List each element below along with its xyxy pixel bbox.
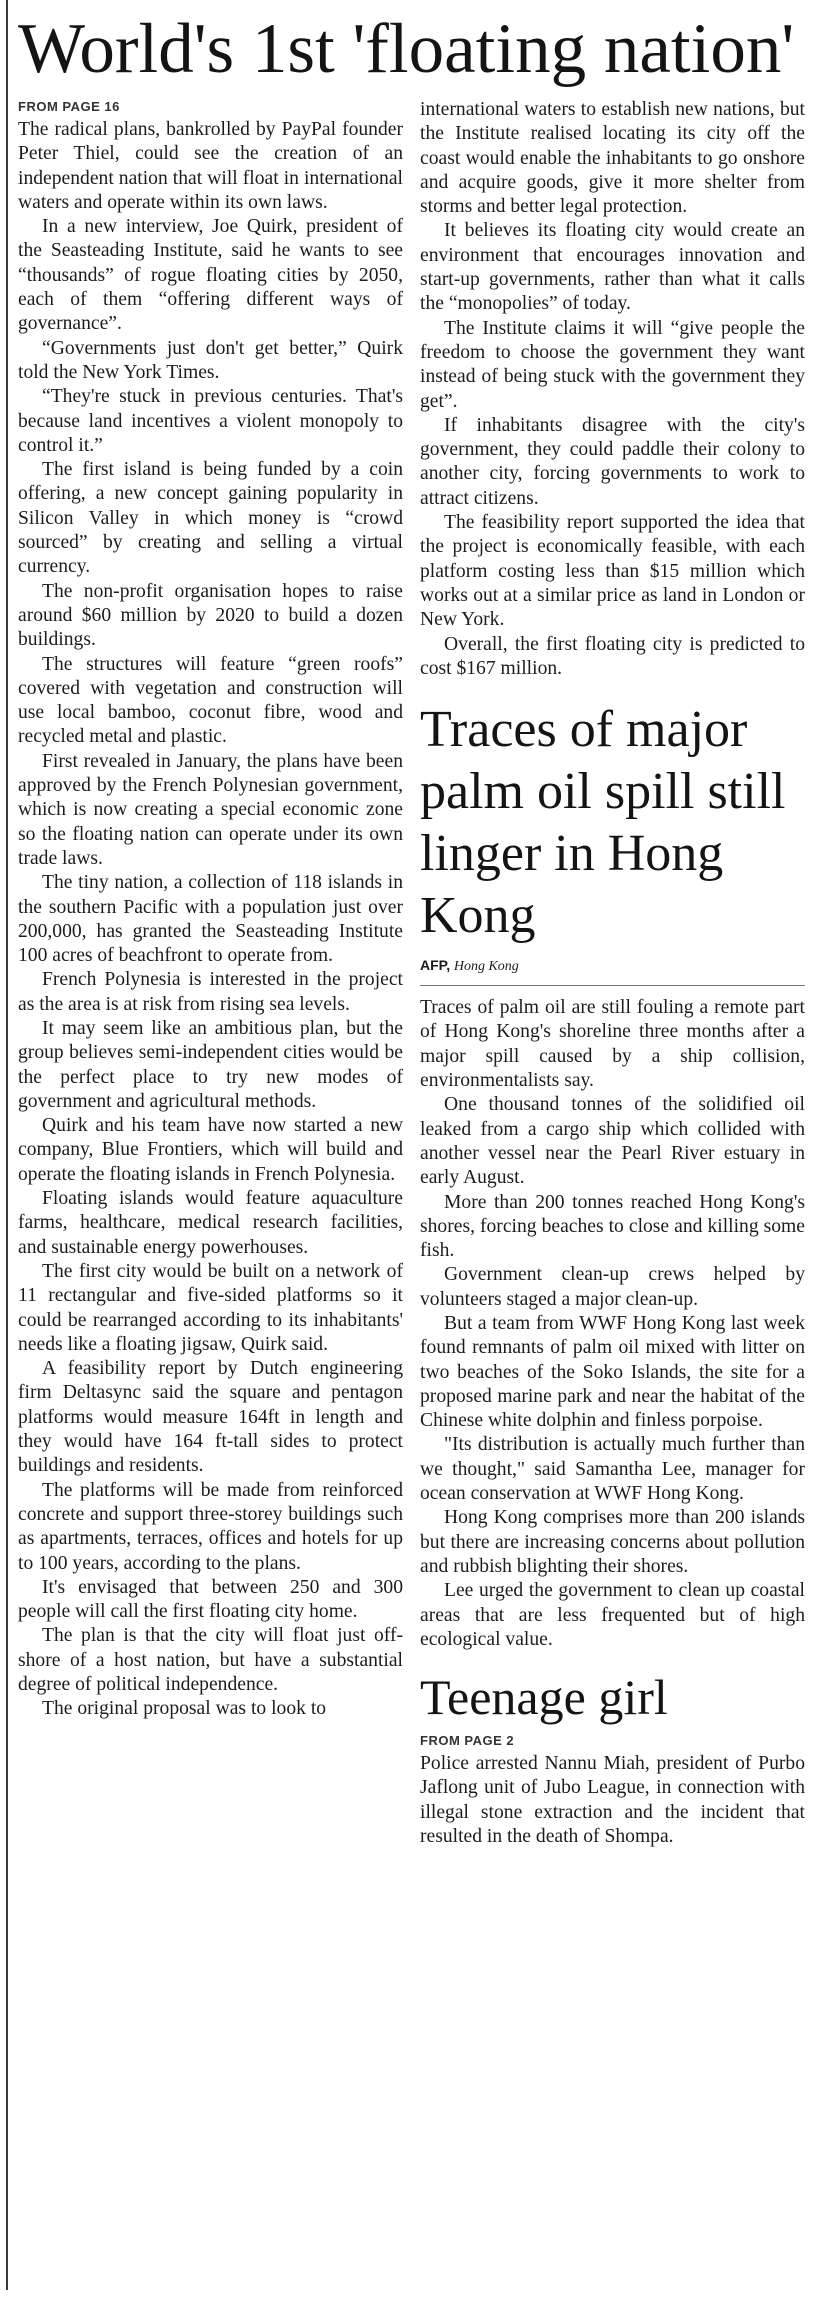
paragraph: Police arrested Nannu Miah, president of Purbo Jaflong unit of Jubo League, in connection with illegal stone extraction and the incident that resulted in the death of Shompa.: [420, 1753, 805, 1848]
paragraph: Quirk and his team have now started a new company, Blue Frontiers, which will build and operate the floating islands in French Polynesia.: [18, 1115, 403, 1185]
paragraph: First revealed in January, the plans have been approved by the French Polynesian government, which is now creating a special economic zone so the floating nation can operate under its own trade laws.: [18, 750, 403, 869]
paragraph: The radical plans, bankrolled by PayPal founder Peter Thiel, could see the creation of an independent nation that will float in international waters and operate within its own laws.: [18, 119, 403, 213]
paragraph: The non-profit organisation hopes to raise around $60 million by 2020 to build a dozen buildings.: [18, 580, 403, 651]
continuation-kicker: FROM PAGE 16: [18, 99, 120, 114]
paragraph: More than 200 tonnes reached Hong Kong's shores, forcing beaches to close and killing some fish.: [420, 1191, 805, 1262]
left-column: [18, 98, 403, 1722]
paragraph: Floating islands would feature aquaculture farms, healthcare, medical research facilities, and sustainable energy powerhouses.: [18, 1188, 403, 1258]
paragraph: The first city would be built on a network of 11 rectangular and five-sided platforms so it could be rearranged according to its inhabitants' needs like a floating jigsaw, Quirk said.: [18, 1260, 403, 1355]
paragraph: The plan is that the city will float just off-shore of a host nation, but have a substantial degree of political independence.: [18, 1625, 403, 1695]
right-column: [420, 98, 805, 1849]
paragraph: Overall, the first floating city is predicted to cost $167 million.: [420, 633, 805, 679]
column-rule: [6, 0, 8, 2290]
byline-agency: AFP,: [420, 957, 451, 974]
paragraph: “They're stuck in previous centuries. That's because land incentives a violent monopoly to control it.”: [18, 386, 403, 456]
paragraph: One thousand tonnes of the solidified oil leaked from a cargo ship which collided with another vessel near the Pearl River estuary in early August.: [420, 1094, 805, 1189]
byline-place: Hong Kong: [453, 959, 519, 975]
paragraph: A feasibility report by Dutch engineering firm Deltasync said the square and pentagon platforms would measure 164ft in length and they would have 164 ft-tall sides to protect buildings and residents.: [18, 1358, 403, 1477]
paragraph: If inhabitants disagree with the city's government, they could paddle their colony to another city, forcing governments to work to attract citizens.: [420, 414, 805, 509]
teenage-girl-body: [420, 1752, 805, 1849]
paragraph: It believes its floating city would create an environment that encourages innovation and start-up governments, rather than what it calls the “monopolies” of today.: [420, 220, 805, 315]
byline: [420, 955, 805, 986]
paragraph: In a new interview, Joe Quirk, president of the Seasteading Institute, said he wants to see “thousands” of rogue floating cities by 2050, each of them “offering different ways of governance”.: [18, 216, 403, 335]
paragraph: Lee urged the government to clean up coastal areas that are less frequented but of high ecological value.: [420, 1580, 805, 1650]
main-headline: World's 1st 'floating nation': [18, 10, 795, 88]
paragraph: international waters to establish new nations, but the Institute realised locating its city off the coast would enable the inhabitants to go onshore and acquire goods, give it more shelter from storms and better legal protection.: [420, 99, 805, 218]
paragraph: Traces of palm oil are still fouling a remote part of Hong Kong's shoreline three months after a major spill caused by a ship collision, environmentalists say.: [420, 997, 805, 1092]
paragraph: The first island is being funded by a coin offering, a new concept gaining popularity in Silicon Valley in which money is “crowd sourced” by creating and selling a virtual currency.: [18, 459, 403, 578]
article-body-left: [18, 118, 403, 1722]
paragraph: The structures will feature “green roofs” covered with vegetation and construction will use local bamboo, coconut fibre, wood and recycled metal and plastic.: [18, 653, 403, 748]
continuation-kicker: FROM PAGE 2: [420, 1733, 515, 1749]
paragraph: It may seem like an ambitious plan, but the group believes semi-independent cities would be the perfect place to try new modes of government and agricultural methods.: [18, 1017, 403, 1112]
palm-oil-body: [420, 996, 805, 1652]
palm-oil-headline: Traces of major palm oil spill still linger in Hong Kong: [420, 701, 786, 945]
paragraph: The tiny nation, a collection of 118 islands in the southern Pacific with a population just over 200,000, has granted the Seasteading Institute 100 acres of beachfront to operate from.: [18, 872, 403, 967]
paragraph: The Institute claims it will “give people the freedom to choose the government they want instead of being stuck with the government they get”.: [420, 317, 805, 412]
paragraph: "Its distribution is actually much further than we thought," said Samantha Lee, manager for ocean conservation at WWF Hong Kong.: [420, 1434, 805, 1505]
paragraph: “Governments just don't get better,” Quirk told the New York Times.: [18, 337, 403, 383]
paragraph: Government clean-up crews helped by volunteers staged a major clean-up.: [420, 1264, 805, 1310]
paragraph: The feasibility report supported the idea that the project is economically feasible, with each platform costing less than $15 million which works out at a similar price as land in London or New York.: [420, 512, 805, 631]
paragraph: But a team from WWF Hong Kong last week found remnants of palm oil mixed with litter on two beaches of the Soko Islands, the site for a proposed marine park and near the habitat of the Chinese white dolphin and finless porpoise.: [420, 1312, 805, 1432]
paragraph: The platforms will be made from reinforced concrete and support three-storey buildings such as apartments, terraces, offices and hotels for up to 100 years, according to the plans.: [18, 1479, 403, 1574]
paragraph: It's envisaged that between 250 and 300 people will call the first floating city home.: [18, 1576, 403, 1623]
paragraph: Hong Kong comprises more than 200 islands but there are increasing concerns about pollution and rubbish blighting their shores.: [420, 1507, 805, 1577]
paragraph: The original proposal was to look to: [42, 1698, 327, 1720]
paragraph: French Polynesia is interested in the project as the area is at risk from rising sea levels.: [18, 969, 403, 1015]
teenage-girl-headline: Teenage girl: [420, 1669, 668, 1726]
article-body-right: [420, 98, 805, 681]
